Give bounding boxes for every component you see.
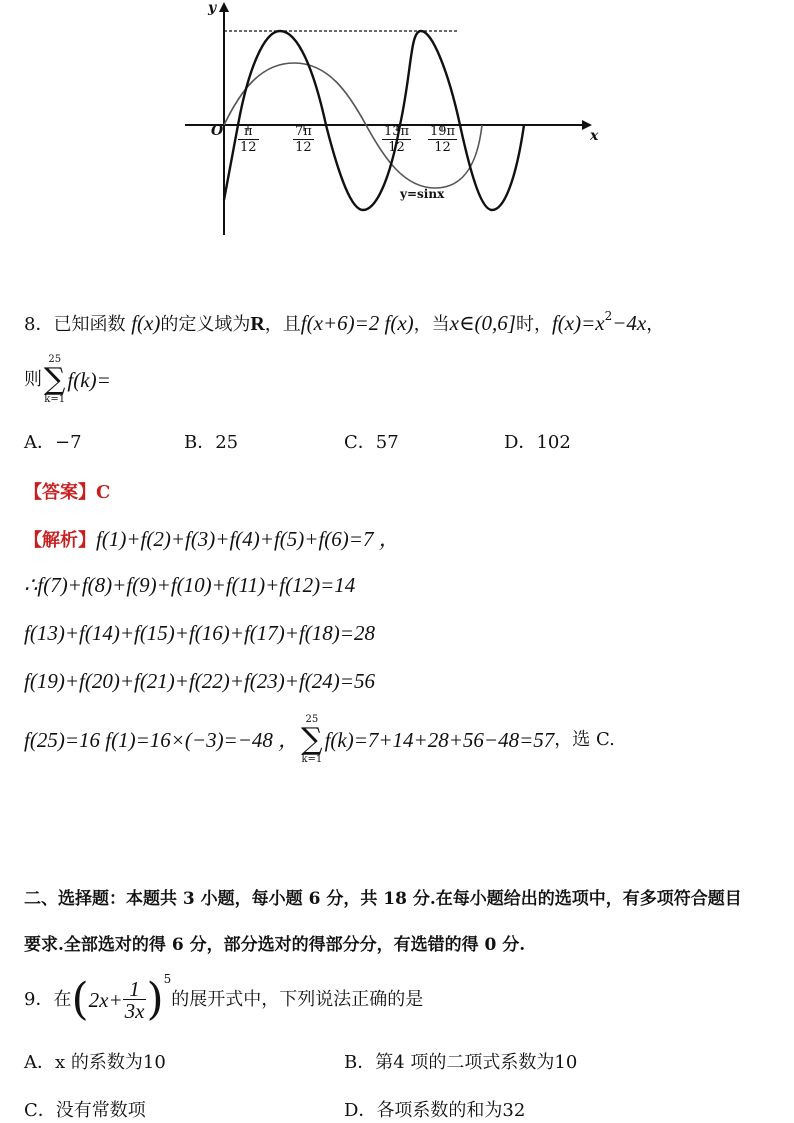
q8-sum-line: 则25 ∑ k=1f(k)=	[24, 354, 111, 405]
q8-number: 8．	[24, 314, 54, 335]
tick-label-19pi-12: $\frac{19\pi}{12}$	[430, 124, 456, 155]
summation-symbol: 25 ∑ k=1	[44, 354, 66, 405]
tick-label-13pi-12: $\frac{13\pi}{12}$	[384, 124, 410, 155]
q8-option-a[interactable]: A．−7	[24, 432, 82, 453]
y-axis-arrow-icon	[219, 2, 229, 12]
analysis-line-2: ∴f(7)+f(8)+f(9)+f(10)+f(11)+f(12)=14	[24, 573, 356, 597]
q9-option-b[interactable]: B．第4 项的二项式系数为10	[344, 1052, 578, 1073]
answer-line: 【答案】C	[24, 482, 111, 503]
q9-option-a[interactable]: A．x 的系数为10	[24, 1052, 166, 1073]
analysis-line-4: f(19)+f(20)+f(21)+f(22)+f(23)+f(24)=56	[24, 669, 375, 693]
origin-label: O	[211, 123, 224, 139]
section-2-instructions-line-1: 二、选择题：本题共 3 小题，每小题 6 分，共 18 分.在每小题给出的选项中，有多项符合题目	[24, 889, 742, 909]
q9-fraction: $\frac{1}{3x}$	[124, 976, 145, 1023]
q9-option-c[interactable]: C．没有常数项	[24, 1100, 146, 1121]
q8-option-d[interactable]: D．102	[504, 432, 571, 453]
curve-label: y=sinx	[400, 187, 445, 201]
tick-label-pi-12: $\frac{\pi}{12}$	[240, 124, 257, 155]
tick-label-7pi-12: $\frac{7\pi}{12}$	[295, 124, 312, 155]
y-axis-label: y	[208, 0, 217, 16]
summation-symbol: 25 ∑ k=1	[301, 714, 323, 765]
q8-stem: 8．已知函数 f(x)的定义域为R，且f(x+6)=2 f(x)，当x∈(0,6]时，$f(x)=x^2-4x$，	[24, 309, 665, 335]
analysis-line-1: 【解析】f(1)+f(2)+f(3)+f(4)+f(5)+f(6)=7 ，	[24, 527, 400, 551]
q9-option-d[interactable]: D．各项系数的和为32	[344, 1100, 526, 1121]
analysis-line-5: f(25)=16 f(1)=16×(−3)=−48 ，25 ∑ k=1f(k)=7+14+28+56−48=57，选 C.	[24, 714, 615, 765]
sine-graph	[180, 0, 600, 240]
q8-option-c[interactable]: C．57	[344, 432, 399, 453]
main-curve	[224, 31, 524, 210]
analysis-line-3: f(13)+f(14)+f(15)+f(16)+f(17)+f(18)=28	[24, 621, 375, 645]
q9-number: 9．在	[24, 989, 72, 1010]
section-2-instructions-line-2: 要求.全部选对的得 6 分，部分选对的得部分分，有选错的得 0 分.	[24, 935, 526, 955]
q9-stem: 9．在(2x+ $\frac{1}{3x}$ )$^5$的展开式中，下列说法正确的是	[24, 972, 424, 1025]
analysis-tag: 【解析】	[24, 530, 96, 551]
q8-option-b[interactable]: B．25	[184, 432, 239, 453]
x-axis-label: x	[590, 128, 599, 144]
